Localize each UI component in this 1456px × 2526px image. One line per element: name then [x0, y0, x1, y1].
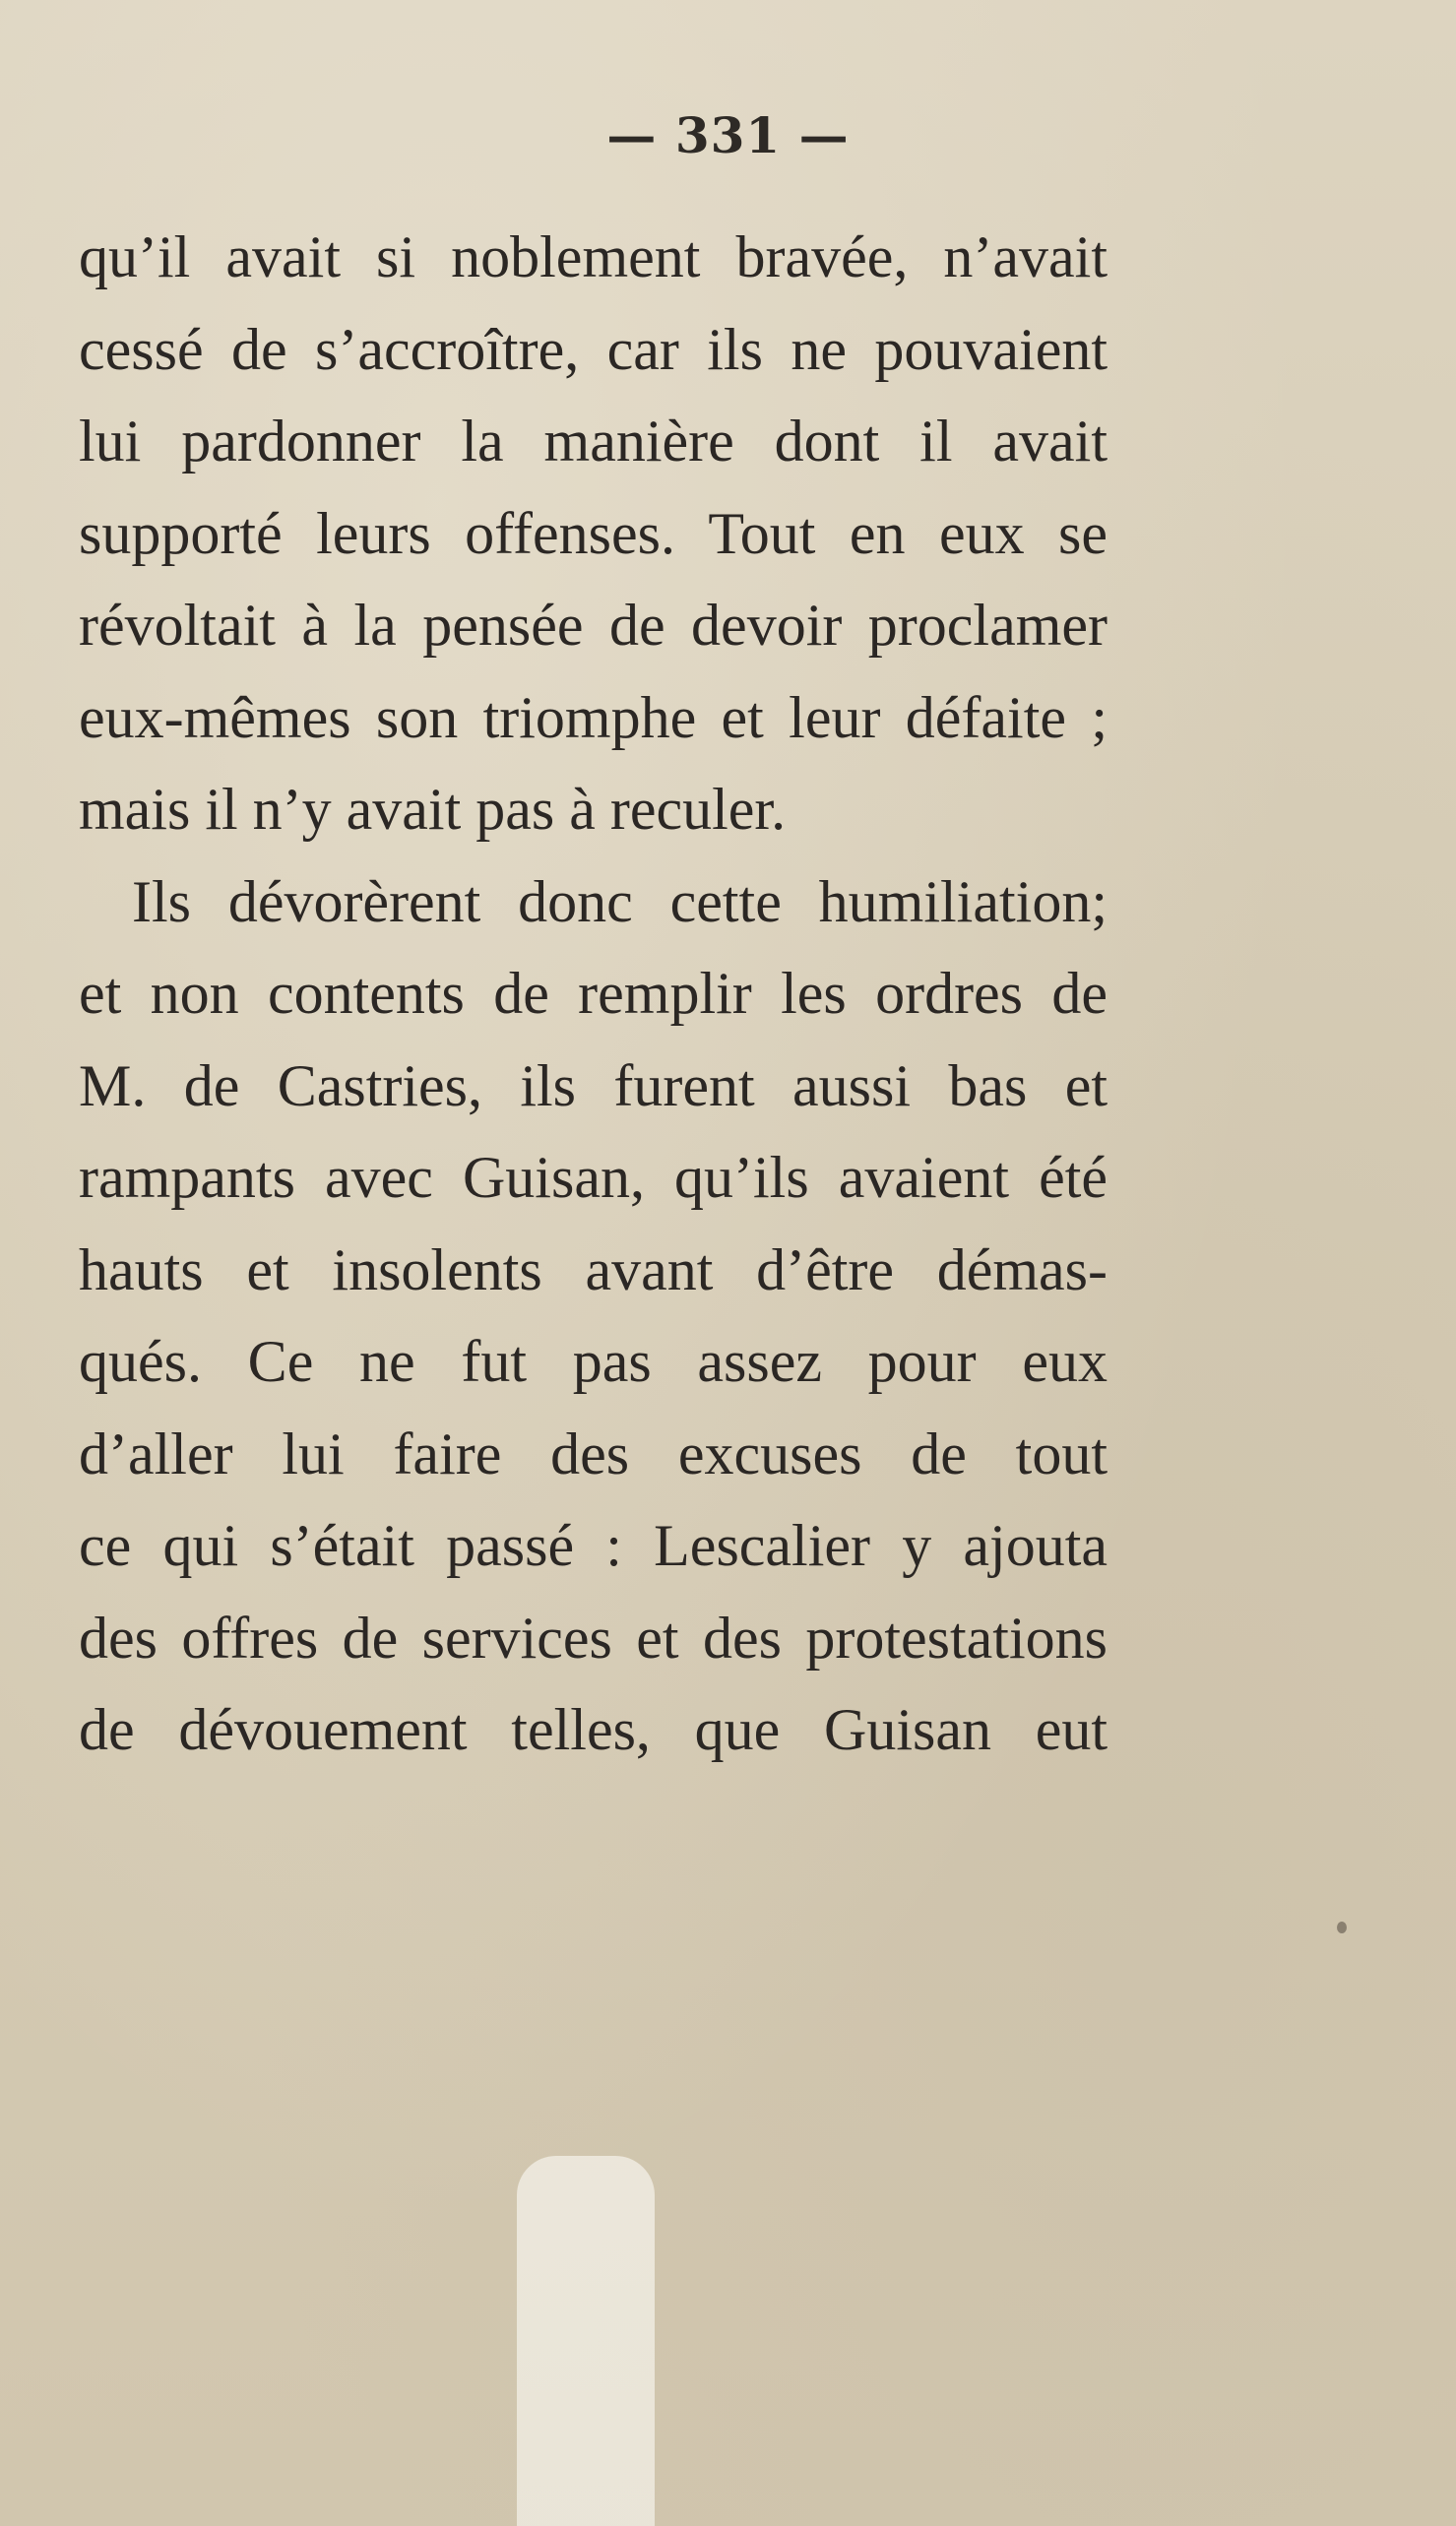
text-line: supporté leurs offenses. Tout en eux se — [79, 500, 1108, 566]
text-line: ce qui s’était passé : Lescalier y ajouta — [79, 1513, 1108, 1578]
text-line: M. de Castries, ils furent aussi bas et — [79, 1052, 1108, 1118]
text-line: Ils dévorèrent donc cette humiliation; — [132, 868, 1108, 934]
paper-stain — [517, 2156, 655, 2526]
page-number: — 331 — — [606, 106, 850, 164]
body-text — [79, 212, 1108, 1777]
paper-speck — [1337, 1922, 1347, 1933]
text-line: révoltait à la pensée de devoir proclamer — [79, 593, 1108, 658]
text-line: lui pardonner la manière dont il avait — [79, 409, 1108, 474]
text-line: et non contents de remplir les ordres de — [79, 961, 1108, 1026]
text-line: cessé de s’accroître, car ils ne pouvaient — [79, 316, 1108, 382]
text-line: d’aller lui faire des excuses de tout — [79, 1421, 1108, 1486]
text-line: qués. Ce ne fut pas assez pour eux — [79, 1329, 1108, 1394]
text-line: eux-mêmes son triomphe et leur défaite ; — [79, 684, 1108, 750]
text-line: des offres de services et des protestations — [79, 1605, 1108, 1671]
text-line: qu’il avait si noblement bravée, n’avait — [79, 224, 1108, 289]
text-line: rampants avec Guisan, qu’ils avaient été — [79, 1145, 1108, 1210]
text-line: hauts et insolents avant d’être démas- — [79, 1236, 1108, 1302]
text-line: mais il n’y avait pas à reculer. — [79, 777, 787, 842]
text-line: de dévouement telles, que Guisan eut — [79, 1697, 1108, 1762]
